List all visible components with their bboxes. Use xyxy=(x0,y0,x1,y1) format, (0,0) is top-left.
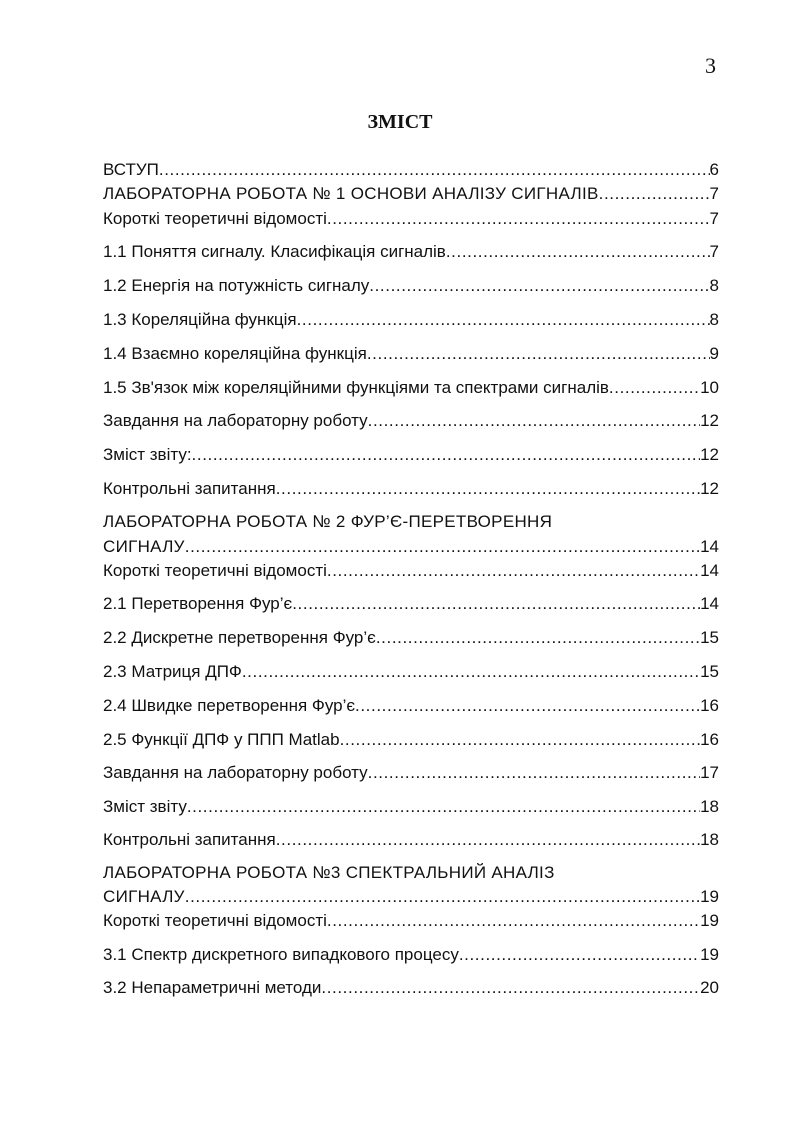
toc-entry[interactable] xyxy=(103,443,719,467)
toc-leader xyxy=(369,274,709,298)
toc-entry[interactable] xyxy=(103,976,719,1000)
page-number: 3 xyxy=(705,53,716,78)
toc-entry-page: 7 xyxy=(709,184,719,203)
toc-entry-page: 20 xyxy=(700,978,719,997)
toc-entry-title: 1.3 Кореляційна функція xyxy=(103,310,297,329)
toc-entry-title: Зміст звіту: xyxy=(103,445,192,464)
toc-entry-page: 12 xyxy=(700,411,719,430)
toc-entry-page: 15 xyxy=(700,628,719,647)
toc-entry[interactable] xyxy=(103,342,719,366)
toc-leader xyxy=(368,761,700,785)
toc-leader xyxy=(292,592,700,616)
toc-entry-lab-line1[interactable]: ЛАБОРАТОРНА РОБОТА №3 СПЕКТРАЛЬНИЙ АНАЛІЗ xyxy=(103,863,555,882)
toc-entry[interactable] xyxy=(103,909,719,933)
toc-leader xyxy=(327,207,710,231)
toc-entry-page: 10 xyxy=(700,378,719,397)
toc-entry-lab-line1[interactable]: ЛАБОРАТОРНА РОБОТА № 2 ФУР’Є-ПЕРЕТВОРЕННЯ xyxy=(103,512,553,531)
toc-entry-title: 3.1 Спектр дискретного випадкового процесу xyxy=(103,945,459,964)
toc-entry[interactable] xyxy=(103,477,719,501)
toc-entry[interactable] xyxy=(103,409,719,433)
toc-entry[interactable] xyxy=(103,207,719,231)
toc-leader xyxy=(321,976,700,1000)
toc-entry[interactable] xyxy=(103,240,719,264)
toc-entry-title: Короткі теоретичні відомості xyxy=(103,561,327,580)
toc-leader xyxy=(355,694,700,718)
toc-entry[interactable] xyxy=(103,694,719,718)
toc-entry-title: Завдання на лабораторну роботу xyxy=(103,411,368,430)
toc-entry-page: 14 xyxy=(700,537,719,556)
toc-entry-title: СИГНАЛУ xyxy=(103,887,185,906)
toc-entry-title: 1.4 Взаємно кореляційна функція xyxy=(103,344,367,363)
toc-entry[interactable] xyxy=(103,795,719,819)
toc-entry[interactable] xyxy=(103,376,719,400)
toc-leader xyxy=(276,828,700,852)
toc-entry-page: 16 xyxy=(700,696,719,715)
toc-entry-page: 7 xyxy=(709,209,719,228)
toc-entry[interactable] xyxy=(103,626,719,650)
toc-entry[interactable] xyxy=(103,943,719,967)
toc-leader xyxy=(192,443,701,467)
toc-entry-title: 1.2 Енергія на потужність сигналу xyxy=(103,276,370,295)
toc-leader xyxy=(187,795,700,819)
toc-entry-page: 6 xyxy=(709,160,719,179)
toc-leader xyxy=(367,342,710,366)
toc-entry-title: Контрольні запитання xyxy=(103,479,276,498)
toc-entry-title: ВСТУП xyxy=(103,160,159,179)
toc-leader xyxy=(185,885,700,909)
toc-entry-page: 7 xyxy=(709,242,719,261)
toc-entry-page: 12 xyxy=(700,445,719,464)
toc-entry-title: СИГНАЛУ xyxy=(103,537,185,556)
toc-leader xyxy=(609,376,700,400)
toc-entry[interactable] xyxy=(103,158,719,182)
toc-leader xyxy=(327,909,700,933)
toc-entry-title: ЛАБОРАТОРНА РОБОТА № 1 ОСНОВИ АНАЛІЗУ СИГНАЛІВ xyxy=(103,184,599,203)
toc-entry-page: 19 xyxy=(700,887,719,906)
toc-entry-title: 2.3 Матриця ДПФ xyxy=(103,662,242,681)
toc-entry-lab[interactable] xyxy=(103,885,719,909)
toc-leader xyxy=(376,626,700,650)
toc-leader xyxy=(368,409,700,433)
toc-entry-lab[interactable] xyxy=(103,535,719,559)
toc-entry-page: 19 xyxy=(700,911,719,930)
toc-entry-lab[interactable] xyxy=(103,182,719,206)
toc-entry[interactable] xyxy=(103,728,719,752)
toc-entry-title: Контрольні запитання xyxy=(103,830,276,849)
toc-entry-title: Короткі теоретичні відомості xyxy=(103,209,327,228)
toc-entry-page: 15 xyxy=(700,662,719,681)
toc-entry-title: Завдання на лабораторну роботу xyxy=(103,763,368,782)
toc-entry-title: 2.2 Дискретне перетворення Фур’є xyxy=(103,628,376,647)
toc-entry[interactable] xyxy=(103,761,719,785)
toc-leader xyxy=(459,943,700,967)
toc-entry[interactable] xyxy=(103,592,719,616)
toc-entry-title: 2.5 Функції ДПФ у ППП Matlab xyxy=(103,730,340,749)
toc-leader xyxy=(446,240,710,264)
toc-entry-page: 18 xyxy=(700,830,719,849)
toc-entry-title: Зміст звіту xyxy=(103,797,187,816)
toc-entry-title: Короткі теоретичні відомості xyxy=(103,911,327,930)
toc-leader xyxy=(159,158,710,182)
page-title: ЗМІСТ xyxy=(367,111,433,133)
toc-entry[interactable] xyxy=(103,274,719,298)
toc-entry-page: 14 xyxy=(700,594,719,613)
toc-entry[interactable] xyxy=(103,660,719,684)
toc-entry-page: 16 xyxy=(700,730,719,749)
toc-entry-page: 19 xyxy=(700,945,719,964)
toc-entry-page: 17 xyxy=(700,763,719,782)
toc-entry-title: 2.4 Швидке перетворення Фур’є xyxy=(103,696,356,715)
toc-leader xyxy=(276,477,700,501)
toc-entry-title: 3.2 Непараметричні методи xyxy=(103,978,322,997)
toc-leader xyxy=(599,182,710,206)
toc-entry-title: 1.5 Зв'язок між кореляційними функціями та спектрами сигналів xyxy=(103,378,609,397)
toc-entry-page: 8 xyxy=(709,310,719,329)
toc-leader xyxy=(242,660,700,684)
toc-entry[interactable] xyxy=(103,308,719,332)
toc-leader xyxy=(327,559,700,583)
toc-leader xyxy=(185,535,700,559)
toc-entry[interactable] xyxy=(103,559,719,583)
toc-leader xyxy=(340,728,701,752)
toc-leader xyxy=(297,308,710,332)
toc-entry-page: 8 xyxy=(709,276,719,295)
toc-entry-page: 18 xyxy=(700,797,719,816)
toc-entry-page: 9 xyxy=(709,344,719,363)
toc-entry-page: 12 xyxy=(700,479,719,498)
toc-entry[interactable] xyxy=(103,828,719,852)
toc-entry-title: 1.1 Поняття сигналу. Класифікація сигналів xyxy=(103,242,446,261)
toc-entry-page: 14 xyxy=(700,561,719,580)
toc-entry-title: 2.1 Перетворення Фур’є xyxy=(103,594,293,613)
